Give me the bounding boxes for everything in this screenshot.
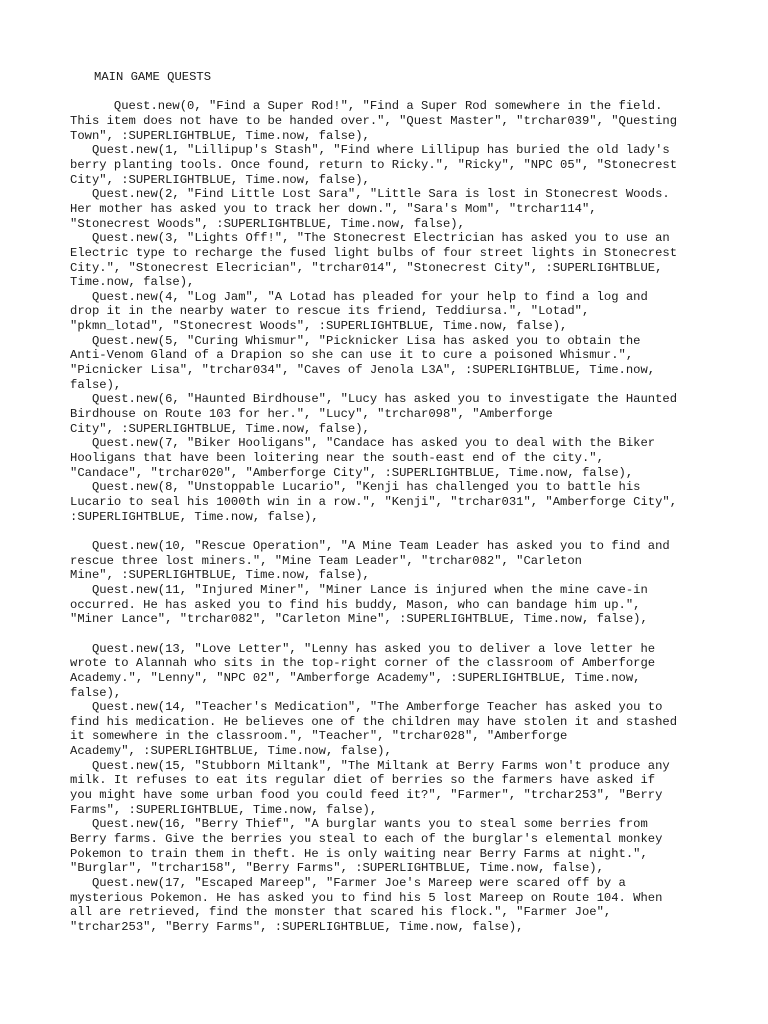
code-line: Quest.new(6, "Haunted Birdhouse", "Lucy has asked you to investigate the Haunted <box>70 392 678 407</box>
code-line: wrote to Alannah who sits in the top-right corner of the classroom of Amberforge <box>70 656 656 671</box>
code-line: "Stonecrest Woods", :SUPERLIGHTBLUE, Time.now, false), <box>70 216 465 231</box>
blank-line <box>70 85 705 100</box>
code-line: Quest.new(17, "Escaped Mareep", "Farmer Joe's Mareep were scared off by a <box>70 876 626 891</box>
document-heading: MAIN GAME QUESTS <box>94 70 212 84</box>
code-line: Pokemon to train them in theft. He is only waiting near Berry Farms at night.", <box>70 846 648 861</box>
code-line: Quest.new(11, "Injured Miner", "Miner Lance is injured when the mine cave-in <box>70 582 648 597</box>
code-line: Time.now, false), <box>70 275 195 290</box>
code-line: milk. It refuses to eat its regular diet of berries so the farmers have asked if <box>70 773 656 788</box>
code-line: Quest.new(0, "Find a Super Rod!", "Find a Super Rod somewhere in the field. <box>70 99 663 114</box>
code-line: Academy.", "Lenny", "NPC 02", "Amberforge Academy", :SUPERLIGHTBLUE, Time.now, <box>70 670 641 685</box>
code-line: false), <box>70 685 122 700</box>
code-line: Quest.new(14, "Teacher's Medication", "The Amberforge Teacher has asked you to <box>70 700 663 715</box>
code-line: Quest.new(5, "Curing Whismur", "Picknicker Lisa has asked you to obtain the <box>70 333 641 348</box>
code-line: find his medication. He believes one of the children may have stolen it and stashed <box>70 714 678 729</box>
code-line: Quest.new(1, "Lillipup's Stash", "Find where Lillipup has buried the old lady's <box>70 143 670 158</box>
code-line: "Candace", "trchar020", "Amberforge City", :SUPERLIGHTBLUE, Time.now, false), <box>70 465 634 480</box>
code-line: Academy", :SUPERLIGHTBLUE, Time.now, false), <box>70 744 392 759</box>
code-line: "Picnicker Lisa", "trchar034", "Caves of Jenola L3A", :SUPERLIGHTBLUE, Time.now, <box>70 363 656 378</box>
code-line: false), <box>70 377 122 392</box>
code-line: City", :SUPERLIGHTBLUE, Time.now, false), <box>70 172 370 187</box>
blank-line <box>70 524 705 539</box>
code-line: drop it in the nearby water to rescue its friend, Teddiursa.", "Lotad", <box>70 304 590 319</box>
code-line: City", :SUPERLIGHTBLUE, Time.now, false), <box>70 421 370 436</box>
code-line: "Burglar", "trchar158", "Berry Farms", :SUPERLIGHTBLUE, Time.now, false), <box>70 861 604 876</box>
code-line: Quest.new(4, "Log Jam", "A Lotad has pleaded for your help to find a log and <box>70 289 648 304</box>
code-line: Anti-Venom Gland of a Drapion so she can use it to cure a poisoned Whismur.", <box>70 348 634 363</box>
code-line: :SUPERLIGHTBLUE, Time.now, false), <box>70 509 319 524</box>
quest-code-block <box>70 85 705 935</box>
code-line: Quest.new(3, "Lights Off!", "The Stonecrest Electrician has asked you to use an <box>70 231 670 246</box>
code-line: Quest.new(10, "Rescue Operation", "A Mine Team Leader has asked you to find and <box>70 538 670 553</box>
code-line: "Miner Lance", "trchar082", "Carleton Mine", :SUPERLIGHTBLUE, Time.now, false), <box>70 612 648 627</box>
code-line: City.", "Stonecrest Elecrician", "trchar014", "Stonecrest City", :SUPERLIGHTBLUE, <box>70 260 663 275</box>
code-line: you might have some urban food you could feed it?", "Farmer", "trchar253", "Berry <box>70 788 663 803</box>
code-line: Quest.new(13, "Love Letter", "Lenny has asked you to deliver a love letter he <box>70 641 656 656</box>
code-line: Her mother has asked you to track her down.", "Sara's Mom", "trchar114", <box>70 201 597 216</box>
code-line: it somewhere in the classroom.", "Teacher", "trchar028", "Amberforge <box>70 729 568 744</box>
code-line: Town", :SUPERLIGHTBLUE, Time.now, false), <box>70 128 370 143</box>
code-line: mysterious Pokemon. He has asked you to find his 5 lost Mareep on Route 104. When <box>70 890 663 905</box>
code-line: Farms", :SUPERLIGHTBLUE, Time.now, false), <box>70 802 378 817</box>
code-line: Lucario to seal his 1000th win in a row.", "Kenji", "trchar031", "Amberforge City", <box>70 495 678 510</box>
code-line: Electric type to recharge the fused light bulbs of four street lights in Stonecrest <box>70 245 678 260</box>
document-page <box>70 70 705 935</box>
code-line: occurred. He has asked you to find his buddy, Mason, who can bandage him up.", <box>70 597 641 612</box>
code-line: Quest.new(8, "Unstoppable Lucario", "Kenji has challenged you to battle his <box>70 480 641 495</box>
blank-line <box>70 627 705 642</box>
code-line: rescue three lost miners.", "Mine Team Leader", "trchar082", "Carleton <box>70 553 582 568</box>
code-line: Quest.new(2, "Find Little Lost Sara", "Little Sara is lost in Stonecrest Woods. <box>70 187 670 202</box>
code-line: Quest.new(16, "Berry Thief", "A burglar wants you to steal some berries from <box>70 817 648 832</box>
code-line: berry planting tools. Once found, return to Ricky.", "Ricky", "NPC 05", "Stonecrest <box>70 157 678 172</box>
code-line: "pkmn_lotad", "Stonecrest Woods", :SUPERLIGHTBLUE, Time.now, false), <box>70 319 568 334</box>
code-line: Quest.new(7, "Biker Hooligans", "Candace has asked you to deal with the Biker <box>70 436 656 451</box>
code-line: Birdhouse on Route 103 for her.", "Lucy", "trchar098", "Amberforge <box>70 407 553 422</box>
code-line: This item does not have to be handed over.", "Quest Master", "trchar039", "Questing <box>70 113 678 128</box>
code-line: "trchar253", "Berry Farms", :SUPERLIGHTBLUE, Time.now, false), <box>70 920 524 935</box>
code-line: Hooligans that have been loitering near the south-east end of the city.", <box>70 451 604 466</box>
code-line: Quest.new(15, "Stubborn Miltank", "The Miltank at Berry Farms won't produce any <box>70 758 670 773</box>
code-line: Mine", :SUPERLIGHTBLUE, Time.now, false), <box>70 568 370 583</box>
code-line: all are retrieved, find the monster that scared his flock.", "Farmer Joe", <box>70 905 612 920</box>
code-line: Berry farms. Give the berries you steal to each of the burglar's elemental monkey <box>70 832 663 847</box>
